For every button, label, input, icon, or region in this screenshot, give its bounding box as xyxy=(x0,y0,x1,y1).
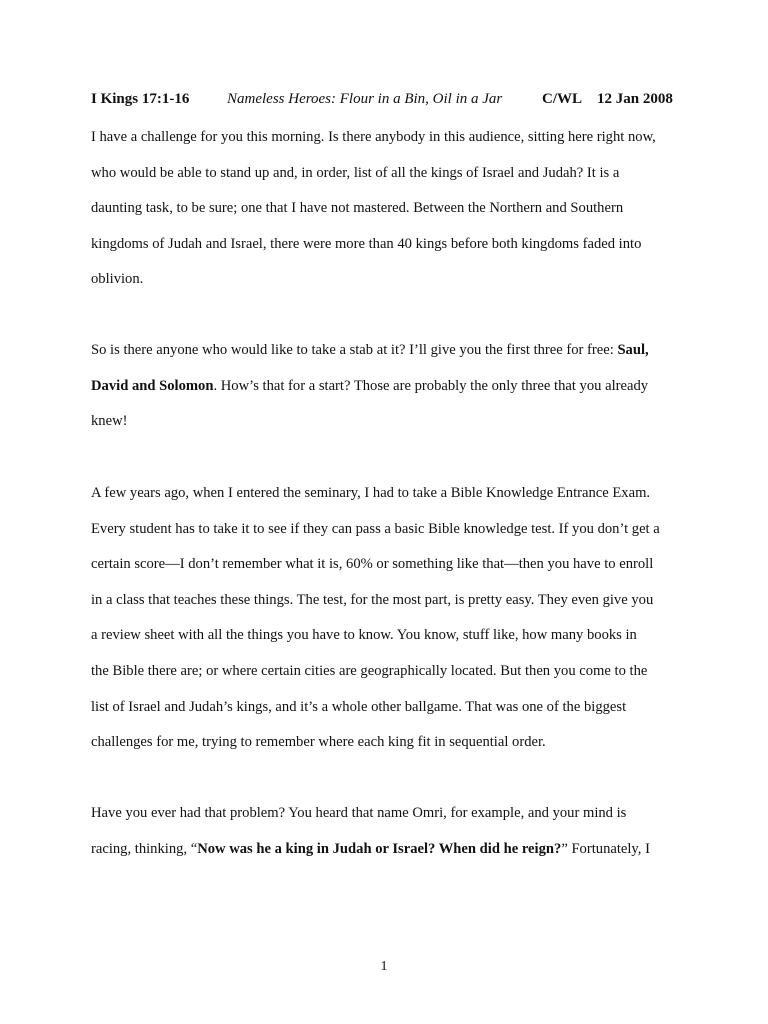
paragraph-1 xyxy=(91,120,691,298)
text-line: Have you ever had that problem? You heard that name Omri, for example, and your mind is xyxy=(91,805,627,821)
bold-phrase: Now was he a king in Judah or Israel? When did he reign? xyxy=(197,840,562,857)
text-line: list of Israel and Judah’s kings, and it’s a whole other ballgame. That was one of the biggest xyxy=(91,698,627,715)
text-line: knew! xyxy=(91,413,128,430)
document-header xyxy=(91,91,681,113)
text-line: racing, thinking, “Now was he a king in Judah or Israel? When did he reign?” Fortunately, I xyxy=(91,840,650,857)
sermon-code: C/WL xyxy=(542,91,583,107)
text-line: the Bible there are; or where certain cities are geographically located. But then you come to the xyxy=(91,662,648,679)
bold-phrase: Saul, xyxy=(617,342,649,358)
bold-phrase: David and Solomon xyxy=(91,377,214,394)
text-line: who would be able to stand up and, in order, list of all the kings of Israel and Judah? It is a xyxy=(91,164,620,181)
text-line: So is there anyone who would like to take a stab at it? I’ll give you the first three for free: Saul, xyxy=(91,342,649,358)
text-line: challenges for me, trying to remember where each king fit in sequential order. xyxy=(91,734,546,751)
page-number: 1 xyxy=(380,959,388,974)
text-line: Every student has to take it to see if they can pass a basic Bible knowledge test. If you don’t get a xyxy=(91,520,660,537)
text-line: kingdoms of Judah and Israel, there were more than 40 kings before both kingdoms faded into xyxy=(91,235,642,252)
text-line: David and Solomon. How’s that for a start? Those are probably the only three that you already xyxy=(91,377,649,394)
text-line: I have a challenge for you this morning. Is there anybody in this audience, sitting here right now, xyxy=(91,129,656,145)
paragraph-4 xyxy=(91,796,691,867)
text-line: a review sheet with all the things you have to know. You know, stuff like, how many books in xyxy=(91,627,637,644)
sermon-title: Nameless Heroes: Flour in a Bin, Oil in a Jar xyxy=(227,91,503,107)
text-line: daunting task, to be sure; one that I have not mastered. Between the Northern and Southern xyxy=(91,200,624,217)
paragraph-2 xyxy=(91,333,691,440)
text-line: in a class that teaches these things. The test, for the most part, is pretty easy. They even give you xyxy=(91,591,654,608)
sermon-date: 12 Jan 2008 xyxy=(597,91,673,107)
scripture-reference: I Kings 17:1-16 xyxy=(91,91,190,107)
text-line: A few years ago, when I entered the seminary, I had to take a Bible Knowledge Entrance Exam. xyxy=(91,485,651,501)
paragraph-3 xyxy=(91,476,691,761)
text-line: certain score—I don’t remember what it is, 60% or something like that—then you have to enroll xyxy=(91,556,654,573)
text-line: oblivion. xyxy=(91,271,144,288)
